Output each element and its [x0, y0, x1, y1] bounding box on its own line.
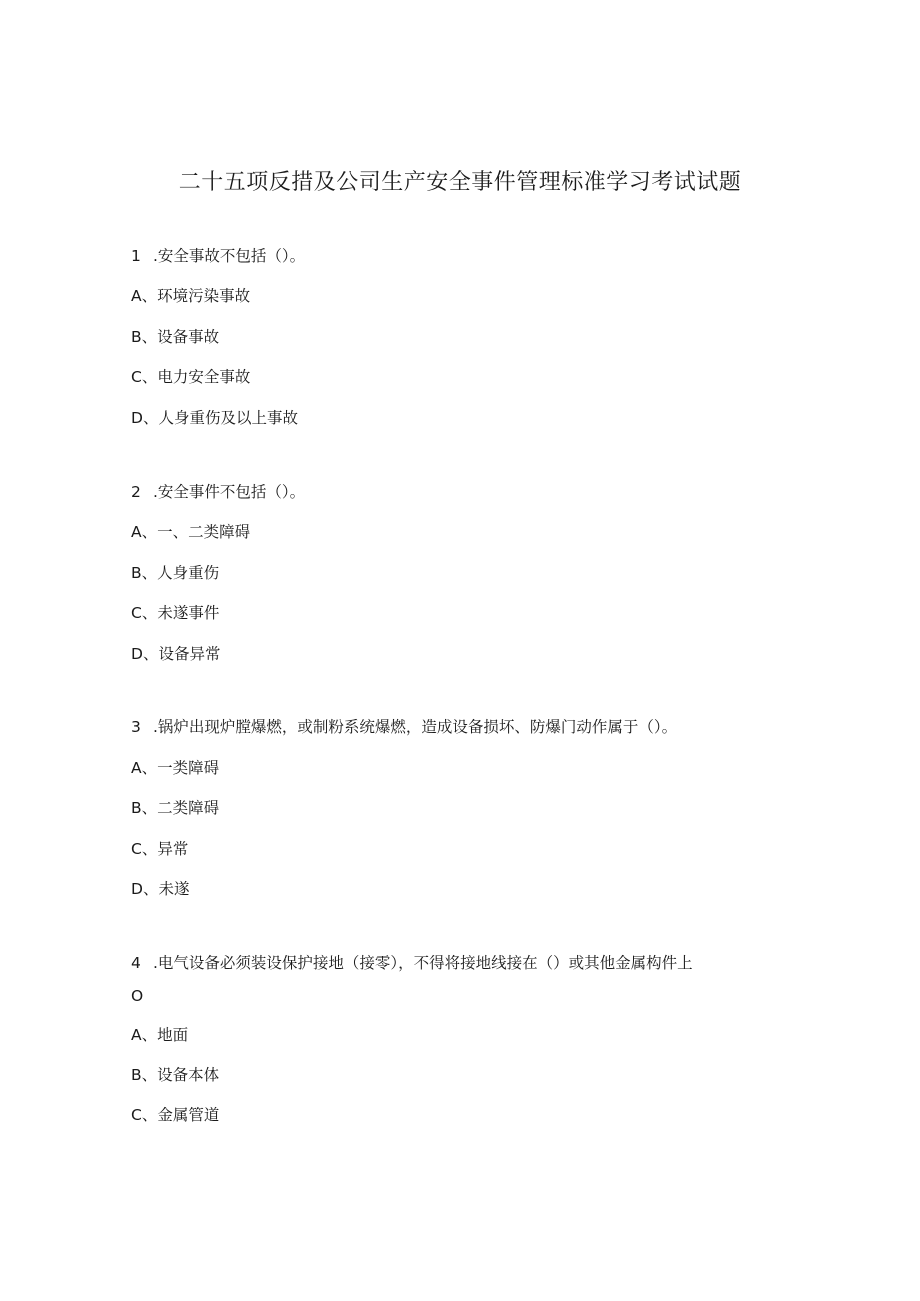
option-letter: C	[131, 1106, 142, 1124]
question-text: .锅炉出现炉膛爆燃，或制粉系统爆燃，造成设备损坏、防爆门动作属于（）。	[153, 718, 678, 736]
option-3b	[131, 797, 219, 819]
option-2d	[131, 643, 220, 665]
option-letter: A	[131, 1026, 142, 1044]
question-text: .安全事件不包括（）。	[153, 483, 306, 501]
option-text: 、异常	[141, 840, 189, 858]
option-letter: B	[131, 1066, 142, 1084]
question-1	[131, 245, 305, 267]
option-2c	[131, 602, 219, 624]
question-3	[131, 716, 677, 738]
option-1d	[131, 407, 298, 429]
option-text: 、环境污染事故	[141, 287, 251, 305]
option-letter: A	[131, 523, 142, 541]
question-number: 3	[131, 718, 141, 736]
option-text: 、设备事故	[141, 328, 220, 346]
option-letter: D	[131, 645, 143, 663]
option-letter: B	[131, 799, 142, 817]
option-letter: D	[131, 409, 143, 427]
option-text: 、未遂事件	[141, 604, 220, 622]
option-letter: C	[131, 368, 142, 386]
option-3a	[131, 757, 219, 779]
question-number: 4	[131, 954, 141, 972]
option-letter: B	[131, 564, 142, 582]
question-4	[131, 952, 693, 974]
option-letter: A	[131, 287, 142, 305]
option-2b	[131, 562, 219, 584]
option-text: 、设备本体	[141, 1066, 220, 1084]
option-text: 、一类障碍	[141, 759, 220, 777]
option-text: 、未遂	[142, 880, 190, 898]
question-number: 2	[131, 483, 141, 501]
option-letter: A	[131, 759, 142, 777]
option-letter: D	[131, 880, 143, 898]
option-letter: C	[131, 840, 142, 858]
option-4c	[131, 1104, 219, 1126]
option-text: 、金属管道	[141, 1106, 220, 1124]
option-1b	[131, 326, 219, 348]
option-3c	[131, 838, 188, 860]
option-3d	[131, 878, 189, 900]
document-title: 二十五项反措及公司生产安全事件管理标准学习考试试题	[178, 170, 742, 195]
option-2a	[131, 521, 250, 543]
question-4-continuation: O	[131, 987, 144, 1005]
question-text: .安全事故不包括（）。	[153, 247, 306, 265]
option-text: 、二类障碍	[141, 799, 220, 817]
option-text: 、地面	[141, 1026, 189, 1044]
option-text: 、一、二类障碍	[141, 523, 251, 541]
option-4b	[131, 1064, 219, 1086]
option-1c	[131, 366, 250, 388]
question-text: .电气设备必须装设保护接地（接零），不得将接地线接在（）或其他金属构件上	[153, 954, 693, 972]
option-text: 、电力安全事故	[141, 368, 251, 386]
option-1a	[131, 285, 250, 307]
option-text: 、人身重伤	[141, 564, 220, 582]
option-letter: B	[131, 328, 142, 346]
option-text: 、人身重伤及以上事故	[142, 409, 298, 427]
option-text: 、设备异常	[142, 645, 221, 663]
option-4a	[131, 1024, 188, 1046]
question-2	[131, 481, 305, 503]
option-letter: C	[131, 604, 142, 622]
question-number: 1	[131, 247, 141, 265]
